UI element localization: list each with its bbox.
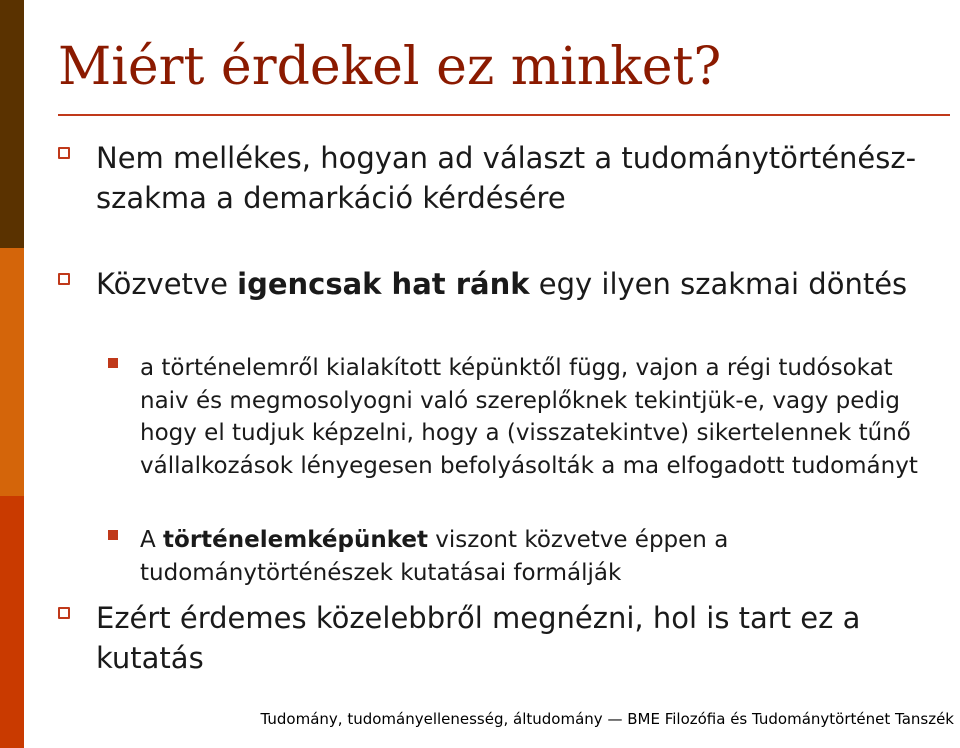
side-color-bar [0,0,24,748]
bullet-text-pre: Közvetve [96,267,238,301]
hollow-square-bullet-icon [58,273,70,285]
bullet-text [96,264,938,304]
bullet-text-post: egy ilyen szakmai döntés [529,267,908,301]
bullet-text-emphasis: igencsak hat ránk [237,267,530,301]
sub-bullet-item [108,352,944,482]
sub-bullet-text [140,524,944,589]
bullet-item [58,598,938,678]
footer-separator: — [602,710,628,728]
filled-square-bullet-icon [108,358,118,368]
bullet-text: Nem mellékes, hogyan ad választ a tudománytörténész-szakma a demarkáció kérdésére [96,141,917,215]
side-bar-segment-middle [0,248,24,496]
title-underline [58,114,950,116]
footer-department: BME Filozófia és Tudománytörténet Tanszék [627,710,954,728]
sub-bullet-text-post: viszont közvetve éppen a tudománytörténészek kutatásai formálják [140,527,729,586]
sub-bullet-item [108,524,944,589]
sub-bullet-text-pre: A [140,527,164,553]
slide-footer [261,708,955,730]
bullet-text: Ezért érdemes közelebbről megnézni, hol is tart ez a kutatás [96,601,861,675]
bullet-item [58,264,938,304]
bullet-item [58,138,938,218]
slide-title: Miért érdekel ez minket? [58,37,722,97]
sub-bullet-text: a történelemről kialakított képünktől függ, vajon a régi tudósokat naiv és megmosolyogni való szereplőknek tekintjük-e, vagy pedig hogy el tudjuk képzelni, hogy a (visszatekintve) sikertelennek tűnő vállalkozások lényegesen befolyásolták a ma elfogadott tudományt [140,355,918,479]
filled-square-bullet-icon [108,530,118,540]
sub-bullet-text-emphasis: történelemképünket [163,527,428,553]
hollow-square-bullet-icon [58,147,70,159]
side-bar-segment-bottom [0,496,24,748]
side-bar-segment-top [0,0,24,248]
footer-course-title: Tudomány, tudományellenesség, áltudomány [260,710,603,728]
hollow-square-bullet-icon [58,607,70,619]
